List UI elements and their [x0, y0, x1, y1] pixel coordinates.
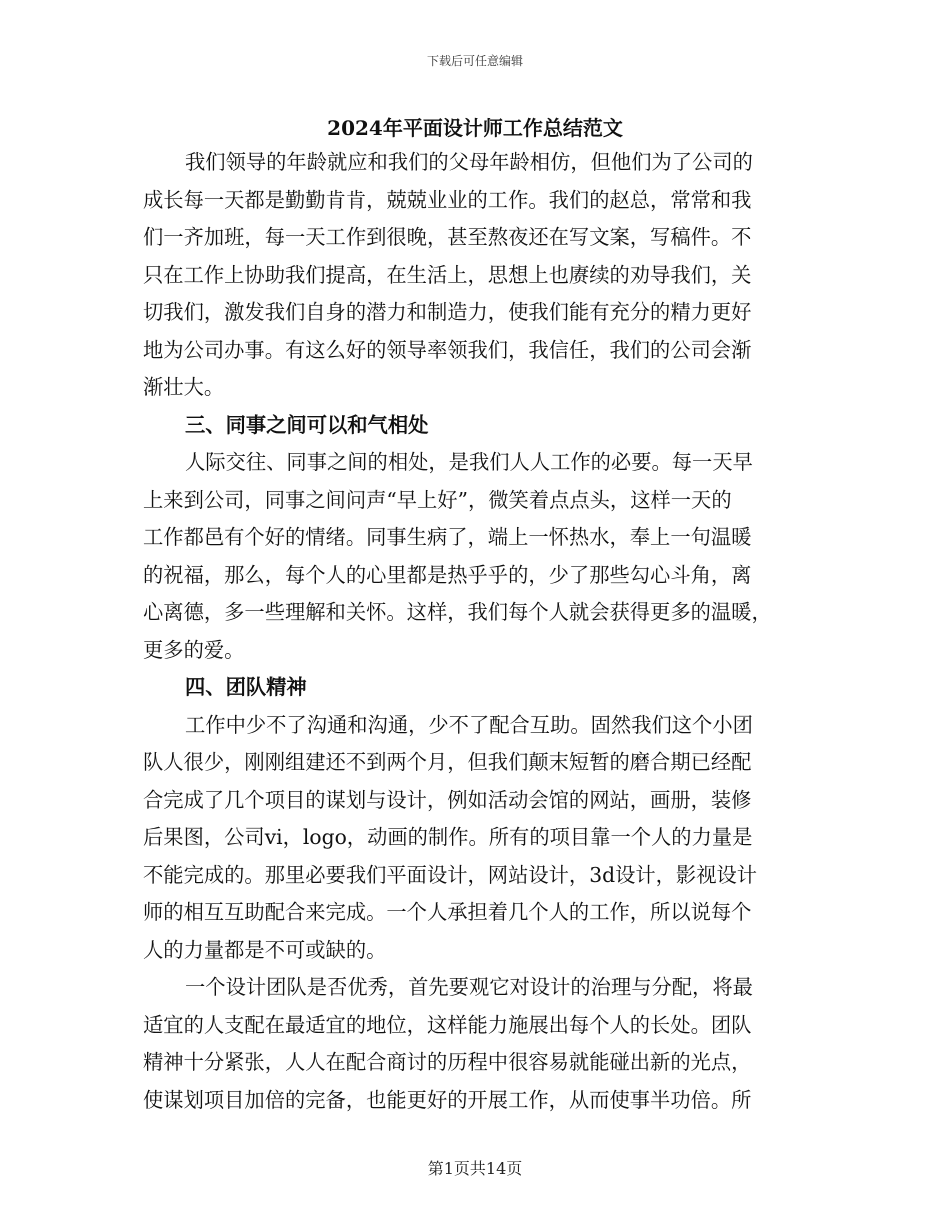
paragraph-line: 上来到公司，同事之间问声“早上好”，微笑着点点头，这样一天的 [143, 487, 732, 512]
paragraph-line: 们一齐加班，每一天工作到很晚，甚至熬夜还在写文案，写稿件。不 [143, 225, 752, 249]
paragraph-line: 切我们，激发我们自身的潜力和制造力，使我们能有充分的精力更好 [143, 300, 752, 324]
section-heading: 三、同事之间可以和气相处 [185, 412, 429, 437]
paragraph-line: 的祝福，那么，每个人的心里都是热乎乎的，少了那些勾心斗角，离 [143, 562, 752, 587]
paragraph-line: 更多的爱。 [143, 637, 245, 662]
paragraph-line: 工作都邑有个好的情绪。同事生病了，端上一怀热水，奉上一句温暖 [143, 525, 752, 549]
paragraph-line: 适宜的人支配在最适宜的地位，这样能力施展出每个人的长处。团队 [143, 1012, 752, 1037]
paragraph-line: 工作中少不了沟通和沟通，少不了配合互助。固然我们这个小团 [185, 712, 753, 737]
paragraph-line: 人际交往、同事之间的相处，是我们人人工作的必要。每一天早 [185, 450, 753, 474]
paragraph-line: 地为公司办事。有这么好的领导率领我们，我信任，我们的公司会渐 [143, 337, 752, 362]
page-footer: 第1页共14页 [427, 1159, 523, 1178]
paragraph-line: 使谋划项目加倍的完备，也能更好的开展工作，从而使事半功倍。所 [143, 1087, 752, 1112]
document-title: 2024年平面设计师工作总结范文 [327, 116, 623, 140]
paragraph-line: 只在工作上协助我们提高，在生活上，思想上也赓续的劝导我们，关 [143, 262, 752, 287]
paragraph-line: 成长每一天都是勤勤肯肯，兢兢业业的工作。我们的赵总，常常和我 [143, 187, 752, 212]
paragraph-line: 一个设计团队是否优秀，首先要观它对设计的治理与分配，将最 [185, 975, 753, 999]
page-header: 下载后可任意编辑 [426, 54, 523, 68]
section-heading: 四、团队精神 [185, 675, 307, 699]
paragraph-line: 后果图，公司vi，logo，动画的制作。所有的项目靠一个人的力量是 [143, 825, 753, 849]
paragraph-line: 不能完成的。那里必要我们平面设计，网站设计，3d设计，影视设计 [143, 862, 758, 887]
paragraph-line: 合完成了几个项目的谋划与设计，例如活动会馆的网站，画册，装修 [143, 787, 752, 812]
paragraph-line: 师的相互互助配合来完成。一个人承担着几个人的工作，所以说每个 [143, 900, 752, 924]
paragraph-line: 精神十分紧张，人人在配合商讨的历程中很容易就能碰出新的光点， [143, 1050, 752, 1074]
paragraph-line: 渐壮大。 [143, 375, 225, 399]
paragraph-line: 心离德，多一些理解和关怀。这样，我们每个人就会获得更多的温暖， [143, 600, 772, 624]
paragraph-line: 队人很少，刚刚组建还不到两个月，但我们颠末短暂的磨合期已经配 [143, 750, 752, 774]
paragraph-line: 我们领导的年龄就应和我们的父母年龄相仿，但他们为了公司的 [185, 150, 753, 174]
document-body [143, 144, 803, 1119]
paragraph-line: 人的力量都是不可或缺的。 [143, 937, 387, 962]
